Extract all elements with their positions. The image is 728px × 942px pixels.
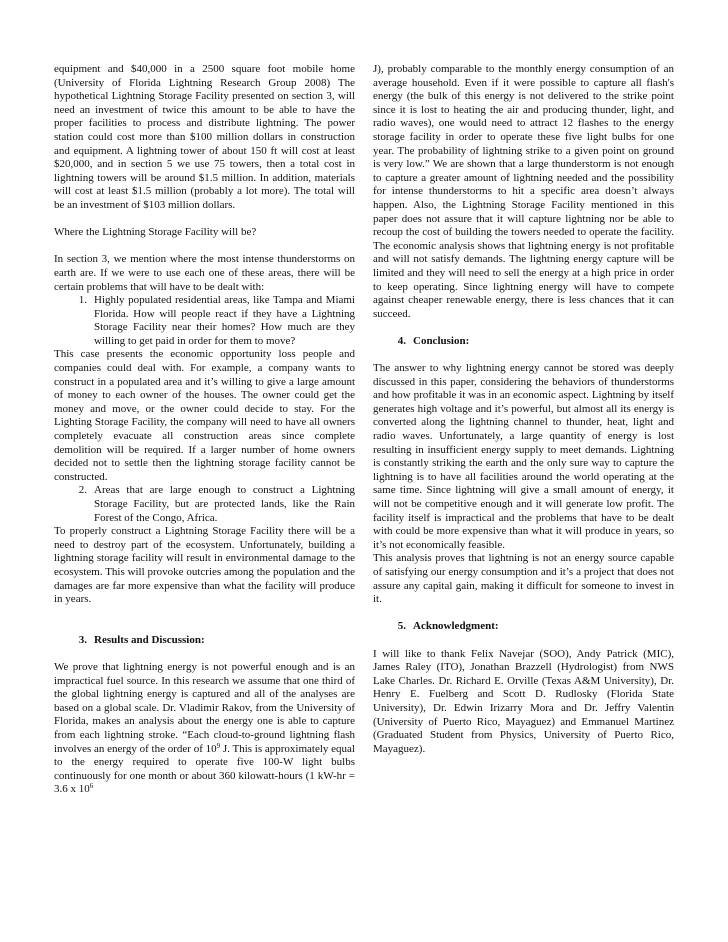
heading-number: 3. [78, 633, 87, 646]
section3-paragraph: In section 3, we mention where the most intense thunderstorms on earth are. If we were to use each one of these areas, there will be certain problems that will have to be dealt with: [54, 253, 355, 293]
list-item-protected-lands [54, 484, 355, 525]
results-text-b: J. This is approximately equal to the energy required to operate five 100-W light bulbs continuously for one month or about 360 kilowatt-hours (1 kW-hr = 3.6 x 10 [54, 742, 355, 796]
list-text: Areas that are large enough to construct a Lightning Storage Facility, but are protected lands, like the Rain Forest of the Congo, Africa. [94, 484, 355, 524]
left-column [54, 63, 355, 797]
list-item-residential [54, 294, 355, 348]
heading-text: Acknowledgment: [413, 620, 499, 633]
acknowledgment-paragraph: I will like to thank Felix Navejar (SOO), Andy Patrick (MIC), James Raley (ITO), Jonathan Brazzell (Hydrologist) from NWS Lake Charles. Dr. Richard E. Orville (Texas A&M University), Dr. Henry E. Fuelberg and Scott D. Rudlosky (Florida State University), Dr. Edwin Irizarry Mora and Dr. Jeffry Valentin (University of Puerto Rico, Mayaguez) and Emmanuel Martinez (Graduated Student from Physics, University of Puerto Rico, Mayaguez). [373, 647, 674, 755]
analysis-paragraph: This analysis proves that lightning is not an energy source capable of satisfying our energy consumption and it’s a project that does not assure any capital gain, making it difficult for someone to invest in it. [373, 552, 674, 606]
results-paragraph [54, 661, 355, 797]
results-continuation-paragraph: J), probably comparable to the monthly energy consumption of an average household. Even if it were possible to capture all flash's energy (the bulk of this energy is not delivered to the strike point since it is lost to heating the air and producing thunder, light, and radio waves), one would need to attract 12 flashes to the energy storage facility in order to operate these five light bulbs for one year. The probability of lightning strike to a given point on ground is very low.” We are shown that a large thunderstorm is not enough to capture a greater amount of lightning needed and the possibility for intense thunderstorms to hit a specific area doesn’t always happen. Also, the Lightning Storage Facility mentioned in this paper does not assure that it will capture lightning nor be able to recoup the cost of building the towers needed to operate the facility. The economic analysis shows that lightning energy is not profitable and will not satisfy demands. The lightning energy capture will be limited and they will need to sell the energy at a high price in order to keep operating. Since lightning energy will have to compete against cheaper renewable energy, there is less chances that it can succeed. [373, 63, 674, 320]
right-column [373, 63, 674, 756]
list-text: Highly populated residential areas, like Tampa and Miami Florida. How will people react if they have a Lightning Storage Facility near their homes? How much are they willing to get paid in order for them to move? [94, 294, 355, 347]
heading-text: Results and Discussion: [94, 633, 205, 646]
list-number: 1. [78, 294, 87, 307]
heading-number: 4. [397, 334, 406, 347]
economic-loss-paragraph: This case presents the economic opportunity loss people and companies could deal with. For example, a company wants to construct in a populated area and it’s willing to give a large amount of money to each owner of the houses. The owner could get the money and move, or the owner could decide to stay. For the Lighting Storage Facility, the company will need to have all owners completely evacuate all construction areas since complete demolition will be required. If a larger number of home owners decided not to settle then the lightning storage facility cannot be constructed. [54, 348, 355, 483]
section-heading-results [54, 634, 355, 648]
section-heading-acknowledgment [373, 620, 674, 634]
section-heading-conclusion [373, 335, 674, 349]
results-text-a: We prove that lightning energy is not powerful enough and is an impractical fuel source. In this research we assume that one third of the global lightning energy is captured and all of the analyses are based on a global scale. Dr. Vladimir Rakov, from the University of Florida, makes an analysis about the energy one is able to capture from each lightning stroke. “Each cloud-to-ground lightning flash involves an energy of the order of 10 [54, 660, 355, 755]
ecosystem-paragraph: To properly construct a Lightning Storage Facility there will be a need to destroy part of the ecosystem. Unfortunately, building a lightning storage facility will result in environmental damage to the ecosystem. This will provoke outcries among the population and the damages are far more expensive than what the facility will produce in years. [54, 525, 355, 606]
exponent-9: 9 [216, 741, 221, 750]
list-number: 2. [78, 484, 87, 497]
heading-text: Conclusion: [413, 334, 470, 347]
conclusion-paragraph: The answer to why lightning energy cannot be stored was deeply discussed in this paper, considering the behaviors of thunderstorms and how profitable it was in an economic aspect. Lightning by itself generates high voltage and it’s powerful, but almost all its energy is converted along the lightning channel to thunder, heat, light and radio waves. Unfortunately, a large quantity of energy is lost resulting in insufficient energy supply to meet demands. Lightning is constantly striking the earth and the only sure way to capture the lightning is to have all facilities around the world operating at the same time. Since lightning will give a small amount of energy, it will not be competitive enough and it will generate low profit. The facility itself is impractical and the problems that have to be dealt with could be more expensive than what it will produce in years, so it’s not economically feasible. [373, 362, 674, 551]
exponent-6: 6 [89, 782, 94, 791]
heading-number: 5. [397, 620, 406, 633]
facility-location-question: Where the Lightning Storage Facility will be? [54, 226, 257, 239]
cost-paragraph: equipment and $40,000 in a 2500 square foot mobile home (University of Florida Lightning Research Group 2008) The hypothetical Lightning Storage Facility presented on section 3, will need an investment of twice this amount to be able to have the proper facilities to process and distribute lightning. The power station could cost more than $100 million dollars in construction and equipment. A lightning tower of about 150 ft will cost at least $20,000, and in section 5 we use 75 towers, then a total cost in lightning towers will be around $1.5 million. In addition, materials will cost at least $1.5 million (probably a lot more). The total will be an investment of $103 million dollars. [54, 63, 355, 211]
